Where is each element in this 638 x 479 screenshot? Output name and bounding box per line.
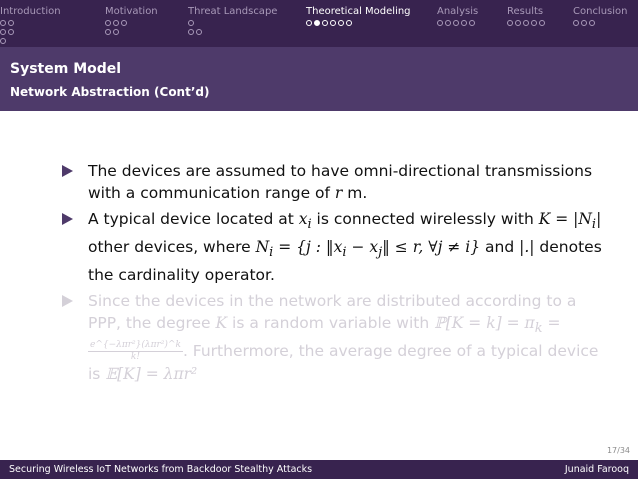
section-navigation <box>0 0 638 47</box>
math-subscript: i <box>307 217 312 233</box>
nav-dot-row <box>188 20 277 29</box>
nav-label[interactable]: Conclusion <box>573 6 628 17</box>
nav-section-threat-landscape[interactable] <box>188 6 277 38</box>
triangle-bullet-icon <box>62 295 73 307</box>
nav-dot-row <box>573 20 628 29</box>
frame-subtitle: Network Abstraction (Cont’d) <box>10 85 210 99</box>
math-var: r <box>334 184 343 202</box>
math-expression: ℙ[K = k] = π <box>434 314 535 333</box>
math-var: K <box>215 314 228 333</box>
bullet-text: A typical device located at <box>88 210 299 228</box>
nav-section-results[interactable] <box>507 6 545 29</box>
nav-frame-dot-icon[interactable] <box>196 29 202 35</box>
nav-frame-dot-icon[interactable] <box>188 29 194 35</box>
slide-content <box>62 160 602 389</box>
nav-frame-dot-icon[interactable] <box>437 20 443 26</box>
nav-progress-dots <box>188 20 277 38</box>
nav-progress-dots <box>0 20 61 47</box>
nav-section-conclusion[interactable] <box>573 6 628 29</box>
nav-dot-row <box>105 29 158 38</box>
bullet-text: other devices, where <box>88 238 256 257</box>
nav-progress-dots <box>573 20 628 29</box>
footer-author: Junaid Farooq <box>564 464 629 475</box>
math-subscript: k <box>534 321 543 337</box>
math-expression: N <box>255 238 270 257</box>
nav-label[interactable]: Introduction <box>0 6 61 17</box>
nav-frame-dot-icon[interactable] <box>346 20 352 26</box>
frame-title: System Model <box>10 61 122 77</box>
nav-frame-dot-icon[interactable] <box>515 20 521 26</box>
nav-dot-row <box>0 29 61 38</box>
math-var: x <box>298 210 308 228</box>
nav-label[interactable]: Results <box>507 6 544 17</box>
nav-frame-dot-icon[interactable] <box>338 20 344 26</box>
math-subscript: j <box>378 245 383 261</box>
nav-frame-dot-icon[interactable] <box>105 29 111 35</box>
nav-section-introduction[interactable] <box>0 6 61 47</box>
nav-progress-dots <box>437 20 478 29</box>
triangle-bullet-icon <box>62 165 73 177</box>
bullet-text: and <box>480 238 520 257</box>
nav-frame-dot-icon[interactable] <box>453 20 459 26</box>
nav-frame-dot-icon[interactable] <box>445 20 451 26</box>
footer-bar <box>0 460 638 479</box>
bullet-text: denotes the cardinality operator. <box>88 238 602 285</box>
math-expression: = {j : ‖x <box>273 238 343 257</box>
bullet-text: Since the devices in the network are distributed according to a PPP, the degree <box>88 292 577 333</box>
nav-frame-dot-icon[interactable] <box>0 29 6 35</box>
nav-frame-dot-icon[interactable] <box>330 20 336 26</box>
bullet-item-faded <box>62 290 602 385</box>
math-expression: K = |N <box>538 210 592 228</box>
nav-label[interactable]: Threat Landscape <box>188 6 278 17</box>
bullet-text: is a random variable with <box>227 314 435 333</box>
footer-presentation-title: Securing Wireless IoT Networks from Backdoor Stealthy Attacks <box>9 464 313 475</box>
page-number: 17/34 <box>606 446 630 455</box>
nav-frame-dot-icon[interactable] <box>322 20 328 26</box>
bullet-text: . Furthermore, the average degree of a typical device is <box>88 342 599 384</box>
nav-frame-dot-icon[interactable] <box>8 29 14 35</box>
nav-frame-dot-icon[interactable] <box>113 20 119 26</box>
nav-frame-dot-icon[interactable] <box>581 20 587 26</box>
math-subscript: i <box>342 245 347 261</box>
nav-frame-dot-icon[interactable] <box>523 20 529 26</box>
nav-progress-dots <box>105 20 158 38</box>
fraction-denominator: k! <box>130 352 140 363</box>
probability-fraction <box>88 340 183 363</box>
nav-section-analysis[interactable] <box>437 6 478 29</box>
nav-dot-row <box>437 20 478 29</box>
math-expression: − x <box>346 238 379 257</box>
bullet-item <box>62 160 602 204</box>
math-expression: | <box>596 210 602 228</box>
bullet-text: m. <box>342 184 368 202</box>
math-expression: ‖ ≤ r, ∀j ≠ i} <box>382 238 481 257</box>
bullet-item <box>62 208 602 286</box>
nav-dot-row <box>105 20 158 29</box>
nav-frame-dot-icon[interactable] <box>113 29 119 35</box>
nav-frame-dot-icon[interactable] <box>573 20 579 26</box>
nav-frame-dot-icon[interactable] <box>188 20 194 26</box>
nav-dot-row <box>0 38 61 47</box>
bullet-text: is connected wirelessly with <box>311 210 539 228</box>
nav-dot-row <box>507 20 545 29</box>
math-expression: 𝔼[K] = λπr² <box>105 365 198 384</box>
nav-frame-dot-icon[interactable] <box>306 20 312 26</box>
nav-frame-dot-icon[interactable] <box>507 20 513 26</box>
nav-frame-dot-icon[interactable] <box>539 20 545 26</box>
fraction-numerator: e^{−λπr²}(λπr²)^k <box>90 340 181 351</box>
nav-section-motivation[interactable] <box>105 6 158 38</box>
nav-dot-row <box>188 29 277 38</box>
frame-title-bar <box>0 47 638 111</box>
nav-frame-dot-icon[interactable] <box>531 20 537 26</box>
nav-frame-dot-icon[interactable] <box>461 20 467 26</box>
nav-label[interactable]: Theoretical Modeling <box>306 6 411 17</box>
triangle-bullet-icon <box>62 213 73 225</box>
nav-frame-dot-icon[interactable] <box>314 20 320 26</box>
nav-dot-row <box>0 20 61 29</box>
nav-progress-dots <box>306 20 411 29</box>
nav-label[interactable]: Motivation <box>105 6 158 17</box>
nav-frame-dot-icon[interactable] <box>105 20 111 26</box>
nav-section-theoretical-modeling[interactable] <box>306 6 411 29</box>
nav-dot-row <box>306 20 411 29</box>
nav-frame-dot-icon[interactable] <box>0 20 6 26</box>
nav-label[interactable]: Analysis <box>437 6 479 17</box>
math-expression: |.| <box>519 238 535 257</box>
bullet-text: The devices are assumed to have omni-directional transmissions with a communication range of <box>88 162 593 202</box>
nav-frame-dot-icon[interactable] <box>121 20 127 26</box>
nav-frame-dot-icon[interactable] <box>8 20 14 26</box>
nav-progress-dots <box>507 20 545 29</box>
nav-frame-dot-icon[interactable] <box>0 38 6 44</box>
math-subscript: i <box>269 245 274 261</box>
nav-frame-dot-icon[interactable] <box>589 20 595 26</box>
math-subscript: i <box>591 217 597 233</box>
math-expression: = <box>542 314 561 333</box>
nav-frame-dot-icon[interactable] <box>469 20 475 26</box>
